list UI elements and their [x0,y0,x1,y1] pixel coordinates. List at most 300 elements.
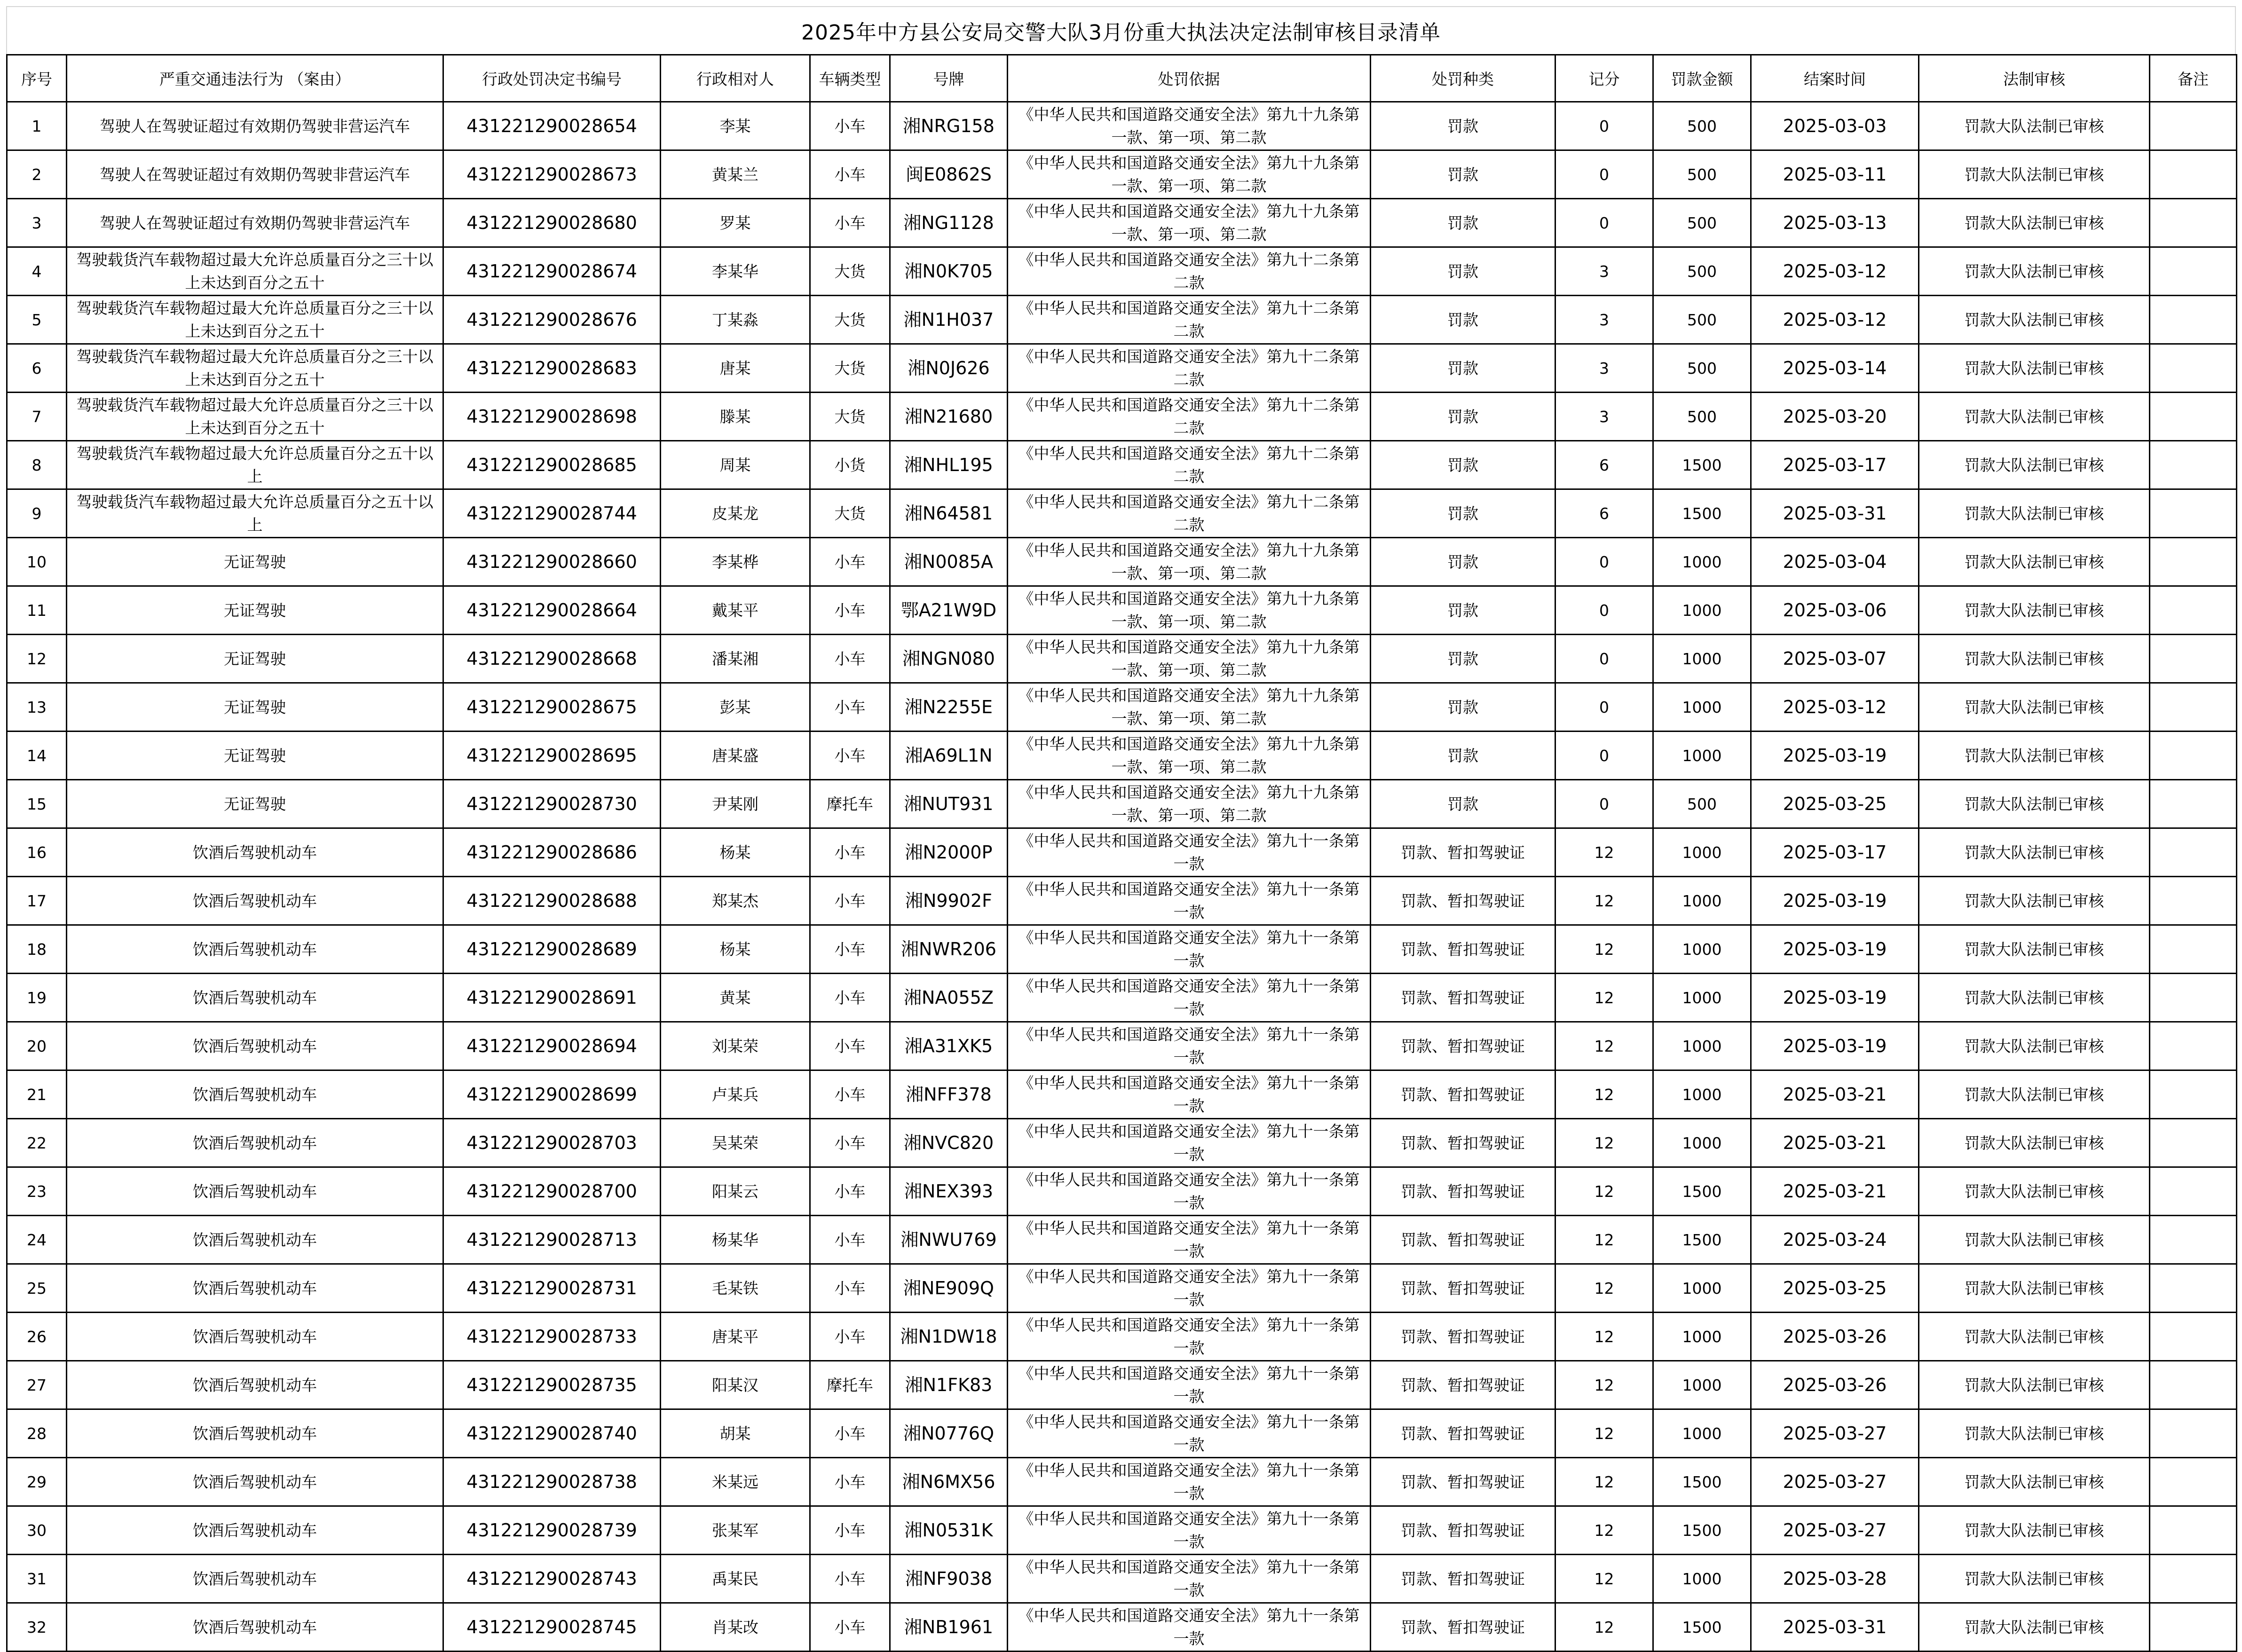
col-index-cell: 13 [7,683,67,732]
col-fine-amount-cell: 1000 [1653,1264,1751,1313]
col-penalty-type-cell: 罚款 [1371,296,1555,344]
col-party-cell: 米某远 [661,1458,810,1506]
col-penalty-type-cell: 罚款、暂扣驾驶证 [1371,1409,1555,1458]
col-remarks-cell [2150,489,2237,538]
col-remarks-cell [2150,1119,2237,1167]
col-closing-date-cell: 2025-03-21 [1751,1167,1919,1216]
col-decision-number-cell: 431221290028733 [443,1313,661,1361]
col-closing-date-cell: 2025-03-19 [1751,1022,1919,1070]
col-index-cell: 9 [7,489,67,538]
col-decision-number-cell: 431221290028695 [443,732,661,780]
col-vehicle-type-cell: 小车 [810,1216,890,1264]
col-closing-date-cell: 2025-03-03 [1751,102,1919,150]
col-violation-cell: 饮酒后驾驶机动车 [67,1264,443,1313]
col-plate-cell: 闽E0862S [890,150,1008,199]
col-index-cell: 2 [7,150,67,199]
col-vehicle-type-cell: 小车 [810,199,890,247]
col-decision-number-cell: 431221290028685 [443,441,661,489]
col-closing-date-cell: 2025-03-24 [1751,1216,1919,1264]
col-decision-number-cell: 431221290028674 [443,247,661,296]
col-party-cell: 黄某兰 [661,150,810,199]
col-legal-basis-cell: 《中华人民共和国道路交通安全法》第九十一条第一款 [1008,1216,1371,1264]
col-violation-cell: 无证驾驶 [67,538,443,586]
table-row [7,877,2237,925]
col-party-cell: 周某 [661,441,810,489]
col-index-cell: 29 [7,1458,67,1506]
col-legal-review-cell: 罚款大队法制已审核 [1919,974,2150,1022]
col-remarks-cell [2150,393,2237,441]
col-remarks-cell [2150,732,2237,780]
col-plate-header: 号牌 [890,55,1008,102]
col-closing-date-cell: 2025-03-12 [1751,683,1919,732]
col-party-cell: 毛某铁 [661,1264,810,1313]
col-index-cell: 10 [7,538,67,586]
col-legal-basis-cell: 《中华人民共和国道路交通安全法》第九十一条第一款 [1008,1119,1371,1167]
col-penalty-type-cell: 罚款 [1371,199,1555,247]
col-party-cell: 刘某荣 [661,1022,810,1070]
col-fine-amount-cell: 500 [1653,102,1751,150]
enforcement-review-table [6,54,2237,1652]
table-row [7,586,2237,635]
col-closing-date-cell: 2025-03-20 [1751,393,1919,441]
col-plate-cell: 湘A69L1N [890,732,1008,780]
col-closing-date-cell: 2025-03-26 [1751,1361,1919,1409]
col-violation-cell: 饮酒后驾驶机动车 [67,1361,443,1409]
col-penalty-type-cell: 罚款 [1371,102,1555,150]
col-legal-basis-cell: 《中华人民共和国道路交通安全法》第九十一条第一款 [1008,1409,1371,1458]
col-plate-cell: 湘A31XK5 [890,1022,1008,1070]
col-penalty-type-header: 处罚种类 [1371,55,1555,102]
col-legal-review-cell: 罚款大队法制已审核 [1919,1555,2150,1603]
col-vehicle-type-cell: 小车 [810,925,890,974]
col-remarks-cell [2150,150,2237,199]
col-remarks-cell [2150,974,2237,1022]
col-points-cell: 12 [1555,1409,1653,1458]
col-violation-cell: 驾驶人在驾驶证超过有效期仍驾驶非营运汽车 [67,199,443,247]
col-vehicle-type-cell: 小车 [810,828,890,877]
col-remarks-cell [2150,538,2237,586]
col-penalty-type-cell: 罚款、暂扣驾驶证 [1371,1022,1555,1070]
col-legal-basis-cell: 《中华人民共和国道路交通安全法》第九十九条第一款、第一项、第二款 [1008,683,1371,732]
col-party-cell: 李某 [661,102,810,150]
table-row [7,150,2237,199]
col-points-cell: 3 [1555,247,1653,296]
col-points-cell: 12 [1555,1458,1653,1506]
col-points-header: 记分 [1555,55,1653,102]
col-fine-amount-cell: 1500 [1653,489,1751,538]
col-plate-cell: 湘N1FK83 [890,1361,1008,1409]
col-closing-date-header: 结案时间 [1751,55,1919,102]
col-decision-number-cell: 431221290028713 [443,1216,661,1264]
col-index-cell: 7 [7,393,67,441]
col-penalty-type-cell: 罚款、暂扣驾驶证 [1371,1264,1555,1313]
col-legal-review-cell: 罚款大队法制已审核 [1919,344,2150,393]
col-party-cell: 张某军 [661,1506,810,1555]
col-closing-date-cell: 2025-03-13 [1751,199,1919,247]
col-plate-cell: 湘N0776Q [890,1409,1008,1458]
col-closing-date-cell: 2025-03-25 [1751,780,1919,828]
col-legal-basis-cell: 《中华人民共和国道路交通安全法》第九十一条第一款 [1008,1603,1371,1652]
col-legal-review-cell: 罚款大队法制已审核 [1919,635,2150,683]
col-legal-review-cell: 罚款大队法制已审核 [1919,877,2150,925]
col-vehicle-type-cell: 小车 [810,1264,890,1313]
col-points-cell: 0 [1555,635,1653,683]
col-party-cell: 吴某荣 [661,1119,810,1167]
col-points-cell: 12 [1555,1119,1653,1167]
col-index-cell: 6 [7,344,67,393]
col-remarks-cell [2150,780,2237,828]
col-index-cell: 32 [7,1603,67,1652]
table-row [7,1603,2237,1652]
col-legal-basis-cell: 《中华人民共和国道路交通安全法》第九十九条第一款、第一项、第二款 [1008,635,1371,683]
col-decision-number-cell: 431221290028654 [443,102,661,150]
col-penalty-type-cell: 罚款 [1371,538,1555,586]
col-penalty-type-cell: 罚款 [1371,441,1555,489]
col-plate-cell: 湘NFF378 [890,1070,1008,1119]
col-remarks-cell [2150,441,2237,489]
col-penalty-type-cell: 罚款 [1371,344,1555,393]
col-fine-amount-cell: 1000 [1653,732,1751,780]
col-decision-number-cell: 431221290028698 [443,393,661,441]
col-decision-number-cell: 431221290028686 [443,828,661,877]
col-closing-date-cell: 2025-03-28 [1751,1555,1919,1603]
col-vehicle-type-cell: 小车 [810,1409,890,1458]
col-remarks-cell [2150,247,2237,296]
col-party-cell: 阳某云 [661,1167,810,1216]
col-closing-date-cell: 2025-03-17 [1751,828,1919,877]
table-row [7,1555,2237,1603]
col-party-cell: 肖某改 [661,1603,810,1652]
col-index-cell: 28 [7,1409,67,1458]
col-legal-review-cell: 罚款大队法制已审核 [1919,199,2150,247]
col-plate-cell: 湘NG1128 [890,199,1008,247]
col-points-cell: 3 [1555,393,1653,441]
col-penalty-type-cell: 罚款 [1371,489,1555,538]
col-legal-basis-cell: 《中华人民共和国道路交通安全法》第九十九条第一款、第一项、第二款 [1008,538,1371,586]
col-plate-cell: 湘N1DW18 [890,1313,1008,1361]
col-fine-amount-cell: 1000 [1653,538,1751,586]
col-legal-review-cell: 罚款大队法制已审核 [1919,247,2150,296]
col-fine-amount-cell: 500 [1653,247,1751,296]
col-plate-cell: 湘NA055Z [890,974,1008,1022]
col-penalty-type-cell: 罚款、暂扣驾驶证 [1371,1167,1555,1216]
col-violation-cell: 驾驶载货汽车载物超过最大允许总质量百分之三十以上未达到百分之五十 [67,344,443,393]
col-fine-amount-header: 罚款金额 [1653,55,1751,102]
col-party-cell: 滕某 [661,393,810,441]
col-legal-review-cell: 罚款大队法制已审核 [1919,1070,2150,1119]
col-index-cell: 8 [7,441,67,489]
col-decision-number-cell: 431221290028740 [443,1409,661,1458]
col-decision-number-cell: 431221290028730 [443,780,661,828]
col-vehicle-type-cell: 小车 [810,102,890,150]
col-decision-number-cell: 431221290028668 [443,635,661,683]
col-plate-cell: 鄂A21W9D [890,586,1008,635]
col-violation-cell: 饮酒后驾驶机动车 [67,1167,443,1216]
col-index-cell: 24 [7,1216,67,1264]
col-decision-number-cell: 431221290028703 [443,1119,661,1167]
table-body [7,102,2237,1652]
table-row [7,441,2237,489]
col-legal-review-cell: 罚款大队法制已审核 [1919,1313,2150,1361]
col-closing-date-cell: 2025-03-26 [1751,1313,1919,1361]
col-party-cell: 尹某刚 [661,780,810,828]
col-index-cell: 4 [7,247,67,296]
col-legal-basis-cell: 《中华人民共和国道路交通安全法》第九十二条第二款 [1008,441,1371,489]
col-legal-review-cell: 罚款大队法制已审核 [1919,538,2150,586]
col-legal-review-cell: 罚款大队法制已审核 [1919,683,2150,732]
col-party-cell: 潘某湘 [661,635,810,683]
col-points-cell: 12 [1555,1264,1653,1313]
col-decision-number-cell: 431221290028689 [443,925,661,974]
col-fine-amount-cell: 500 [1653,199,1751,247]
col-plate-cell: 湘NE909Q [890,1264,1008,1313]
col-violation-cell: 饮酒后驾驶机动车 [67,1119,443,1167]
col-legal-basis-cell: 《中华人民共和国道路交通安全法》第九十一条第一款 [1008,828,1371,877]
col-violation-cell: 饮酒后驾驶机动车 [67,925,443,974]
col-penalty-type-cell: 罚款 [1371,635,1555,683]
col-violation-cell: 驾驶载货汽车载物超过最大允许总质量百分之三十以上未达到百分之五十 [67,247,443,296]
col-vehicle-type-cell: 小车 [810,1119,890,1167]
col-vehicle-type-cell: 小车 [810,1506,890,1555]
col-decision-number-cell: 431221290028744 [443,489,661,538]
col-closing-date-cell: 2025-03-17 [1751,441,1919,489]
col-legal-review-cell: 罚款大队法制已审核 [1919,1119,2150,1167]
table-row [7,393,2237,441]
col-index-cell: 1 [7,102,67,150]
col-points-cell: 12 [1555,974,1653,1022]
col-penalty-type-cell: 罚款、暂扣驾驶证 [1371,974,1555,1022]
col-index-cell: 17 [7,877,67,925]
col-remarks-cell [2150,877,2237,925]
col-remarks-cell [2150,102,2237,150]
col-party-cell: 杨某 [661,925,810,974]
col-violation-cell: 饮酒后驾驶机动车 [67,1506,443,1555]
col-remarks-cell [2150,828,2237,877]
col-remarks-cell [2150,1361,2237,1409]
col-index-cell: 27 [7,1361,67,1409]
table-row [7,1167,2237,1216]
table-row [7,635,2237,683]
col-plate-cell: 湘NB1961 [890,1603,1008,1652]
col-points-cell: 12 [1555,1361,1653,1409]
col-plate-cell: 湘NF9038 [890,1555,1008,1603]
col-points-cell: 0 [1555,780,1653,828]
col-legal-review-cell: 罚款大队法制已审核 [1919,441,2150,489]
col-legal-basis-cell: 《中华人民共和国道路交通安全法》第九十一条第一款 [1008,925,1371,974]
col-legal-review-header: 法制审核 [1919,55,2150,102]
col-remarks-cell [2150,1603,2237,1652]
col-closing-date-cell: 2025-03-11 [1751,150,1919,199]
table-row [7,925,2237,974]
col-violation-cell: 无证驾驶 [67,635,443,683]
col-legal-basis-cell: 《中华人民共和国道路交通安全法》第九十九条第一款、第一项、第二款 [1008,586,1371,635]
table-row [7,489,2237,538]
col-index-cell: 19 [7,974,67,1022]
col-legal-basis-cell: 《中华人民共和国道路交通安全法》第九十九条第一款、第一项、第二款 [1008,732,1371,780]
col-points-cell: 3 [1555,296,1653,344]
col-decision-number-cell: 431221290028699 [443,1070,661,1119]
col-fine-amount-cell: 1000 [1653,877,1751,925]
table-row [7,1070,2237,1119]
col-fine-amount-cell: 500 [1653,296,1751,344]
col-party-cell: 胡某 [661,1409,810,1458]
col-closing-date-cell: 2025-03-14 [1751,344,1919,393]
col-closing-date-cell: 2025-03-19 [1751,974,1919,1022]
col-vehicle-type-cell: 小车 [810,150,890,199]
col-penalty-type-cell: 罚款 [1371,586,1555,635]
col-legal-basis-cell: 《中华人民共和国道路交通安全法》第九十九条第一款、第一项、第二款 [1008,780,1371,828]
col-party-cell: 禹某民 [661,1555,810,1603]
col-penalty-type-cell: 罚款、暂扣驾驶证 [1371,828,1555,877]
col-points-cell: 0 [1555,732,1653,780]
col-party-cell: 卢某兵 [661,1070,810,1119]
col-party-cell: 杨某华 [661,1216,810,1264]
col-index-cell: 18 [7,925,67,974]
col-legal-review-cell: 罚款大队法制已审核 [1919,1506,2150,1555]
col-violation-cell: 无证驾驶 [67,732,443,780]
col-penalty-type-cell: 罚款、暂扣驾驶证 [1371,877,1555,925]
table-row [7,974,2237,1022]
col-legal-review-cell: 罚款大队法制已审核 [1919,1167,2150,1216]
document-title: 2025年中方县公安局交警大队3月份重大执法决定法制审核目录清单 [6,6,2236,54]
col-fine-amount-cell: 1000 [1653,1555,1751,1603]
col-fine-amount-cell: 1000 [1653,1361,1751,1409]
col-vehicle-type-cell: 大货 [810,489,890,538]
col-legal-basis-cell: 《中华人民共和国道路交通安全法》第九十九条第一款、第一项、第二款 [1008,150,1371,199]
col-decision-number-cell: 431221290028680 [443,199,661,247]
col-plate-cell: 湘N6MX56 [890,1458,1008,1506]
col-vehicle-type-cell: 小车 [810,635,890,683]
col-legal-basis-cell: 《中华人民共和国道路交通安全法》第九十一条第一款 [1008,1555,1371,1603]
col-remarks-header: 备注 [2150,55,2237,102]
col-index-header: 序号 [7,55,67,102]
col-plate-cell: 湘NRG158 [890,102,1008,150]
col-plate-cell: 湘NHL195 [890,441,1008,489]
col-party-cell: 彭某 [661,683,810,732]
col-vehicle-type-cell: 小车 [810,538,890,586]
col-penalty-type-cell: 罚款、暂扣驾驶证 [1371,925,1555,974]
col-index-cell: 26 [7,1313,67,1361]
col-vehicle-type-cell: 大货 [810,393,890,441]
col-points-cell: 12 [1555,1216,1653,1264]
table-row [7,1313,2237,1361]
col-points-cell: 0 [1555,538,1653,586]
col-fine-amount-cell: 1000 [1653,683,1751,732]
col-plate-cell: 湘N0K705 [890,247,1008,296]
col-plate-cell: 湘N2255E [890,683,1008,732]
table-row [7,1409,2237,1458]
col-remarks-cell [2150,683,2237,732]
col-legal-review-cell: 罚款大队法制已审核 [1919,150,2150,199]
col-penalty-type-cell: 罚款 [1371,683,1555,732]
col-remarks-cell [2150,1216,2237,1264]
col-legal-basis-header: 处罚依据 [1008,55,1371,102]
col-fine-amount-cell: 1500 [1653,1216,1751,1264]
col-points-cell: 0 [1555,683,1653,732]
table-row [7,780,2237,828]
col-closing-date-cell: 2025-03-04 [1751,538,1919,586]
col-decision-number-cell: 431221290028664 [443,586,661,635]
col-legal-basis-cell: 《中华人民共和国道路交通安全法》第九十二条第二款 [1008,344,1371,393]
col-closing-date-cell: 2025-03-27 [1751,1506,1919,1555]
col-penalty-type-cell: 罚款、暂扣驾驶证 [1371,1361,1555,1409]
col-remarks-cell [2150,199,2237,247]
col-legal-basis-cell: 《中华人民共和国道路交通安全法》第九十一条第一款 [1008,877,1371,925]
table-row [7,1506,2237,1555]
col-vehicle-type-cell: 小车 [810,1458,890,1506]
col-decision-number-cell: 431221290028743 [443,1555,661,1603]
col-violation-cell: 饮酒后驾驶机动车 [67,1313,443,1361]
table-row [7,828,2237,877]
table-row [7,296,2237,344]
col-violation-cell: 饮酒后驾驶机动车 [67,1022,443,1070]
col-decision-number-cell: 431221290028745 [443,1603,661,1652]
col-penalty-type-cell: 罚款 [1371,732,1555,780]
table-row [7,1264,2237,1313]
col-index-cell: 14 [7,732,67,780]
col-violation-cell: 无证驾驶 [67,780,443,828]
col-violation-cell: 饮酒后驾驶机动车 [67,1409,443,1458]
col-remarks-cell [2150,635,2237,683]
header-row [7,55,2237,102]
col-closing-date-cell: 2025-03-07 [1751,635,1919,683]
col-vehicle-type-cell: 大货 [810,247,890,296]
col-party-cell: 罗某 [661,199,810,247]
col-vehicle-type-cell: 小车 [810,1555,890,1603]
col-index-cell: 31 [7,1555,67,1603]
col-decision-number-cell: 431221290028676 [443,296,661,344]
col-party-cell: 唐某盛 [661,732,810,780]
col-fine-amount-cell: 500 [1653,393,1751,441]
col-decision-number-cell: 431221290028691 [443,974,661,1022]
col-violation-cell: 驾驶人在驾驶证超过有效期仍驾驶非营运汽车 [67,102,443,150]
col-legal-review-cell: 罚款大队法制已审核 [1919,732,2150,780]
col-fine-amount-cell: 1000 [1653,1119,1751,1167]
col-closing-date-cell: 2025-03-31 [1751,1603,1919,1652]
col-legal-review-cell: 罚款大队法制已审核 [1919,296,2150,344]
col-plate-cell: 湘N64581 [890,489,1008,538]
col-party-cell: 李某桦 [661,538,810,586]
col-legal-review-cell: 罚款大队法制已审核 [1919,1022,2150,1070]
col-index-cell: 11 [7,586,67,635]
col-plate-cell: 湘NVC820 [890,1119,1008,1167]
col-plate-cell: 湘NWU769 [890,1216,1008,1264]
col-violation-cell: 饮酒后驾驶机动车 [67,828,443,877]
col-plate-cell: 湘N0085A [890,538,1008,586]
table-row [7,1119,2237,1167]
col-legal-review-cell: 罚款大队法制已审核 [1919,1603,2150,1652]
col-points-cell: 6 [1555,441,1653,489]
col-legal-review-cell: 罚款大队法制已审核 [1919,393,2150,441]
col-fine-amount-cell: 500 [1653,150,1751,199]
col-remarks-cell [2150,1555,2237,1603]
col-index-cell: 5 [7,296,67,344]
table-row [7,199,2237,247]
col-penalty-type-cell: 罚款 [1371,247,1555,296]
col-points-cell: 12 [1555,1070,1653,1119]
col-fine-amount-cell: 1000 [1653,635,1751,683]
col-legal-review-cell: 罚款大队法制已审核 [1919,1458,2150,1506]
col-remarks-cell [2150,586,2237,635]
col-points-cell: 12 [1555,1603,1653,1652]
col-legal-review-cell: 罚款大队法制已审核 [1919,1264,2150,1313]
col-fine-amount-cell: 1500 [1653,1458,1751,1506]
table-row [7,1022,2237,1070]
col-vehicle-type-cell: 大货 [810,344,890,393]
col-legal-review-cell: 罚款大队法制已审核 [1919,1409,2150,1458]
col-violation-cell: 驾驶载货汽车载物超过最大允许总质量百分之五十以上 [67,441,443,489]
col-legal-basis-cell: 《中华人民共和国道路交通安全法》第九十九条第一款、第一项、第二款 [1008,199,1371,247]
